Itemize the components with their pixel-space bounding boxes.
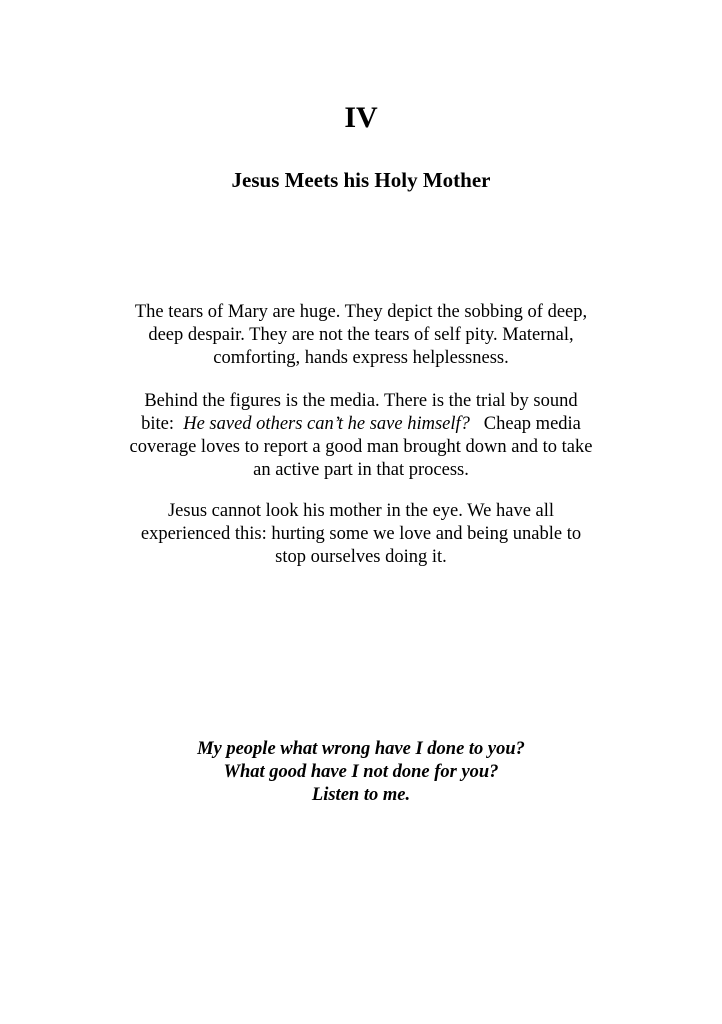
paragraph-line: stop ourselves doing it. [275,547,447,567]
paragraph-jesus-eye [90,500,632,569]
paragraph-tears-of-mary [90,301,632,370]
paragraph-line: The tears of Mary are huge. They depict the sobbing of deep, [134,302,588,322]
paragraph-line-with-quote [90,413,632,436]
paragraph-line: Behind the figures is the media. There is the trial by sound [144,391,578,411]
line-prefix: bite: [141,414,184,434]
prayer-line: My people what wrong have I done to you? [197,739,525,759]
italic-quote: He saved others can’t he save himself? [183,414,470,434]
paragraph-media [90,390,632,482]
paragraph-line: Jesus cannot look his mother in the eye. We have all [167,501,555,521]
closing-prayer [0,738,722,807]
paragraph-line: coverage loves to report a good man brought down and to take [129,437,593,457]
line-suffix: Cheap media [469,414,581,434]
paragraph-line: experienced this: hurting some we love and being unable to [140,524,582,544]
paragraph-line: comforting, hands express helplessness. [213,348,509,368]
station-title: Jesus Meets his Holy Mother [231,168,491,192]
prayer-line: What good have I not done for you? [223,762,499,782]
paragraph-line: deep despair. They are not the tears of self pity. Maternal, [148,325,574,345]
paragraph-line: an active part in that process. [253,460,469,480]
prayer-line: Listen to me. [311,785,411,805]
station-numeral: IV [344,101,378,134]
